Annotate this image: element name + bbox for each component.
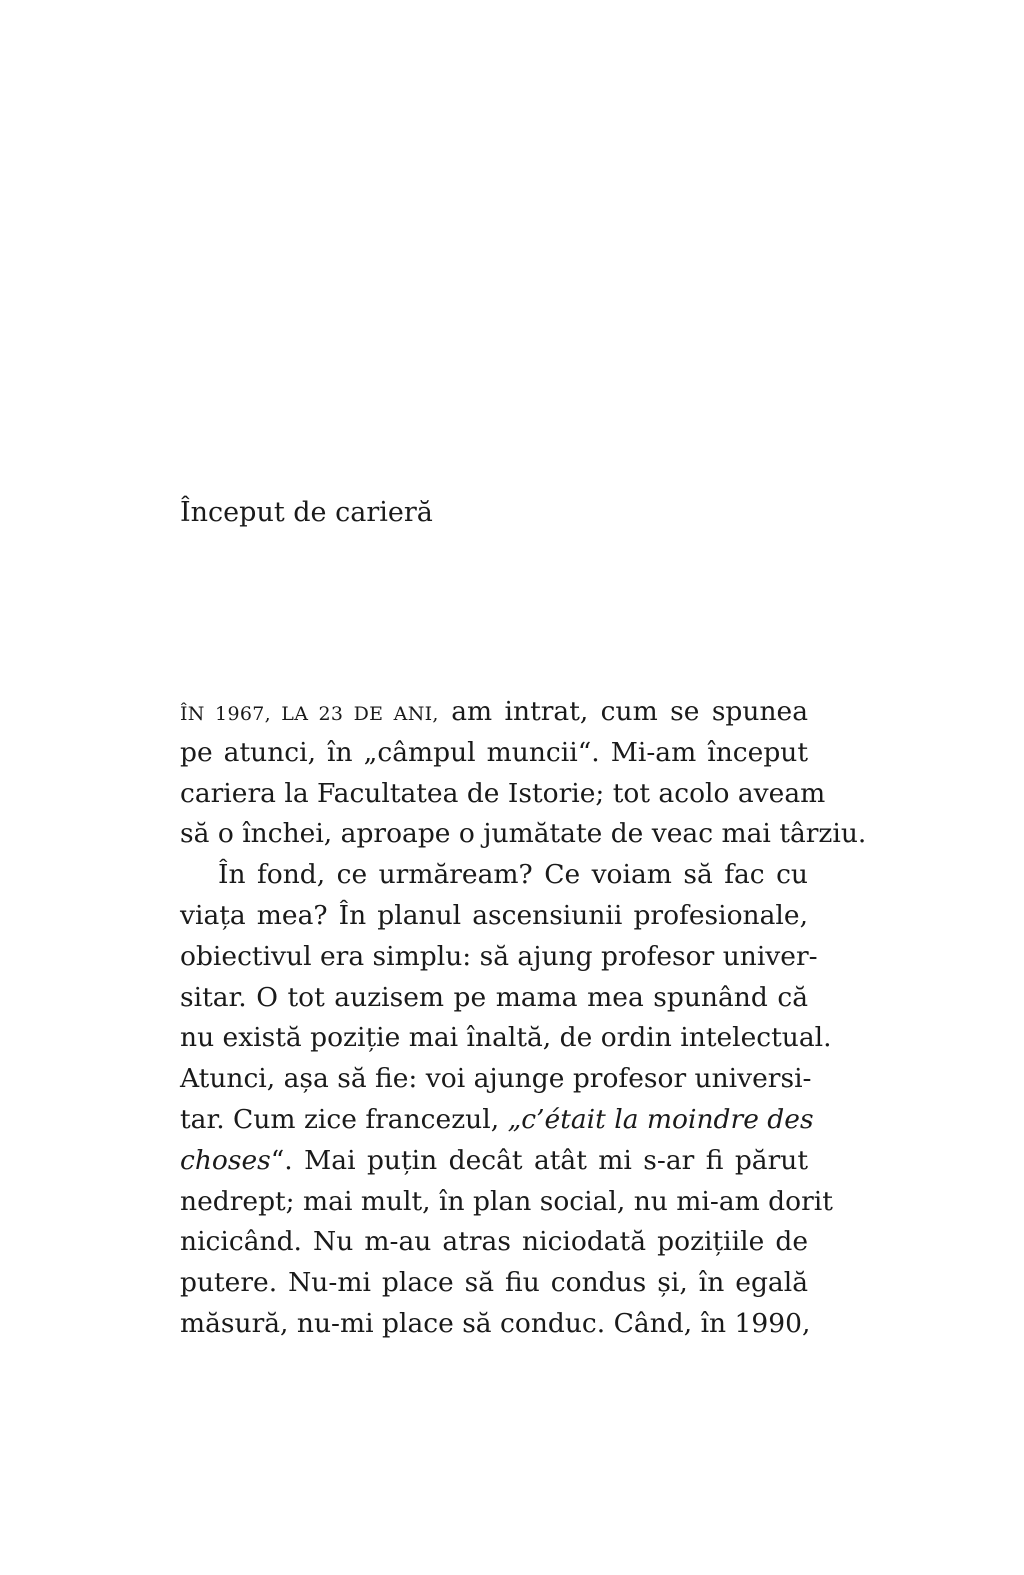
text-run: tar. Cum zice francezul, (180, 1103, 508, 1135)
paragraph-1-line-1 (180, 692, 808, 733)
paragraph-2-line-12: măsură, nu-mi place să conduc. Când, în 1990, (180, 1307, 811, 1339)
paragraph-2-line-2: viața mea? În planul ascensiunii profesionale, (180, 899, 808, 931)
paragraph-1-line-4: să o închei, aproape o jumătate de veac mai târziu. (180, 818, 867, 850)
text-run: am intrat, cum se spunea (438, 696, 808, 727)
paragraph-2-line-7 (180, 1100, 814, 1141)
paragraph-2-line-1: În fond, ce urmăream? Ce voiam să fac cu (218, 859, 808, 891)
paragraph-2-line-5: nu există poziție mai înaltă, de ordin intelectual. (180, 1022, 832, 1054)
paragraph-1-line-2: pe atunci, în „câmpul muncii“. Mi-am început (180, 736, 808, 768)
paragraph-2-line-8 (180, 1141, 808, 1182)
paragraph-2-line-3: obiectivul era simplu: să ajung profesor univer- (180, 940, 818, 972)
paragraph-2-line-6: Atunci, așa să fie: voi ajunge profesor universi- (180, 1063, 812, 1095)
paragraph-1-line-3: cariera la Facultatea de Istorie; tot acolo aveam (180, 777, 826, 809)
small-caps-lead-in: ÎN 1967, LA 23 DE ANI, (180, 703, 439, 725)
body-text (180, 692, 867, 1345)
paragraph-2-line-9: nedrept; mai mult, în plan social, nu mi-am dorit (180, 1185, 833, 1217)
text-run: “. Mai puțin decât atât mi s-ar fi părut (270, 1144, 808, 1176)
italic-quote: „c’était la moindre des (507, 1103, 814, 1135)
italic-quote: choses (180, 1144, 271, 1176)
paragraph-2-line-11: putere. Nu-mi place să fiu condus și, în egală (180, 1267, 808, 1299)
chapter-title: Început de carieră (180, 497, 433, 528)
paragraph-2-line-4: sitar. O tot auzisem pe mama mea spunând că (180, 981, 808, 1013)
paragraph-2-line-10: nicicând. Nu m-au atras niciodată pozițiile de (180, 1226, 808, 1258)
